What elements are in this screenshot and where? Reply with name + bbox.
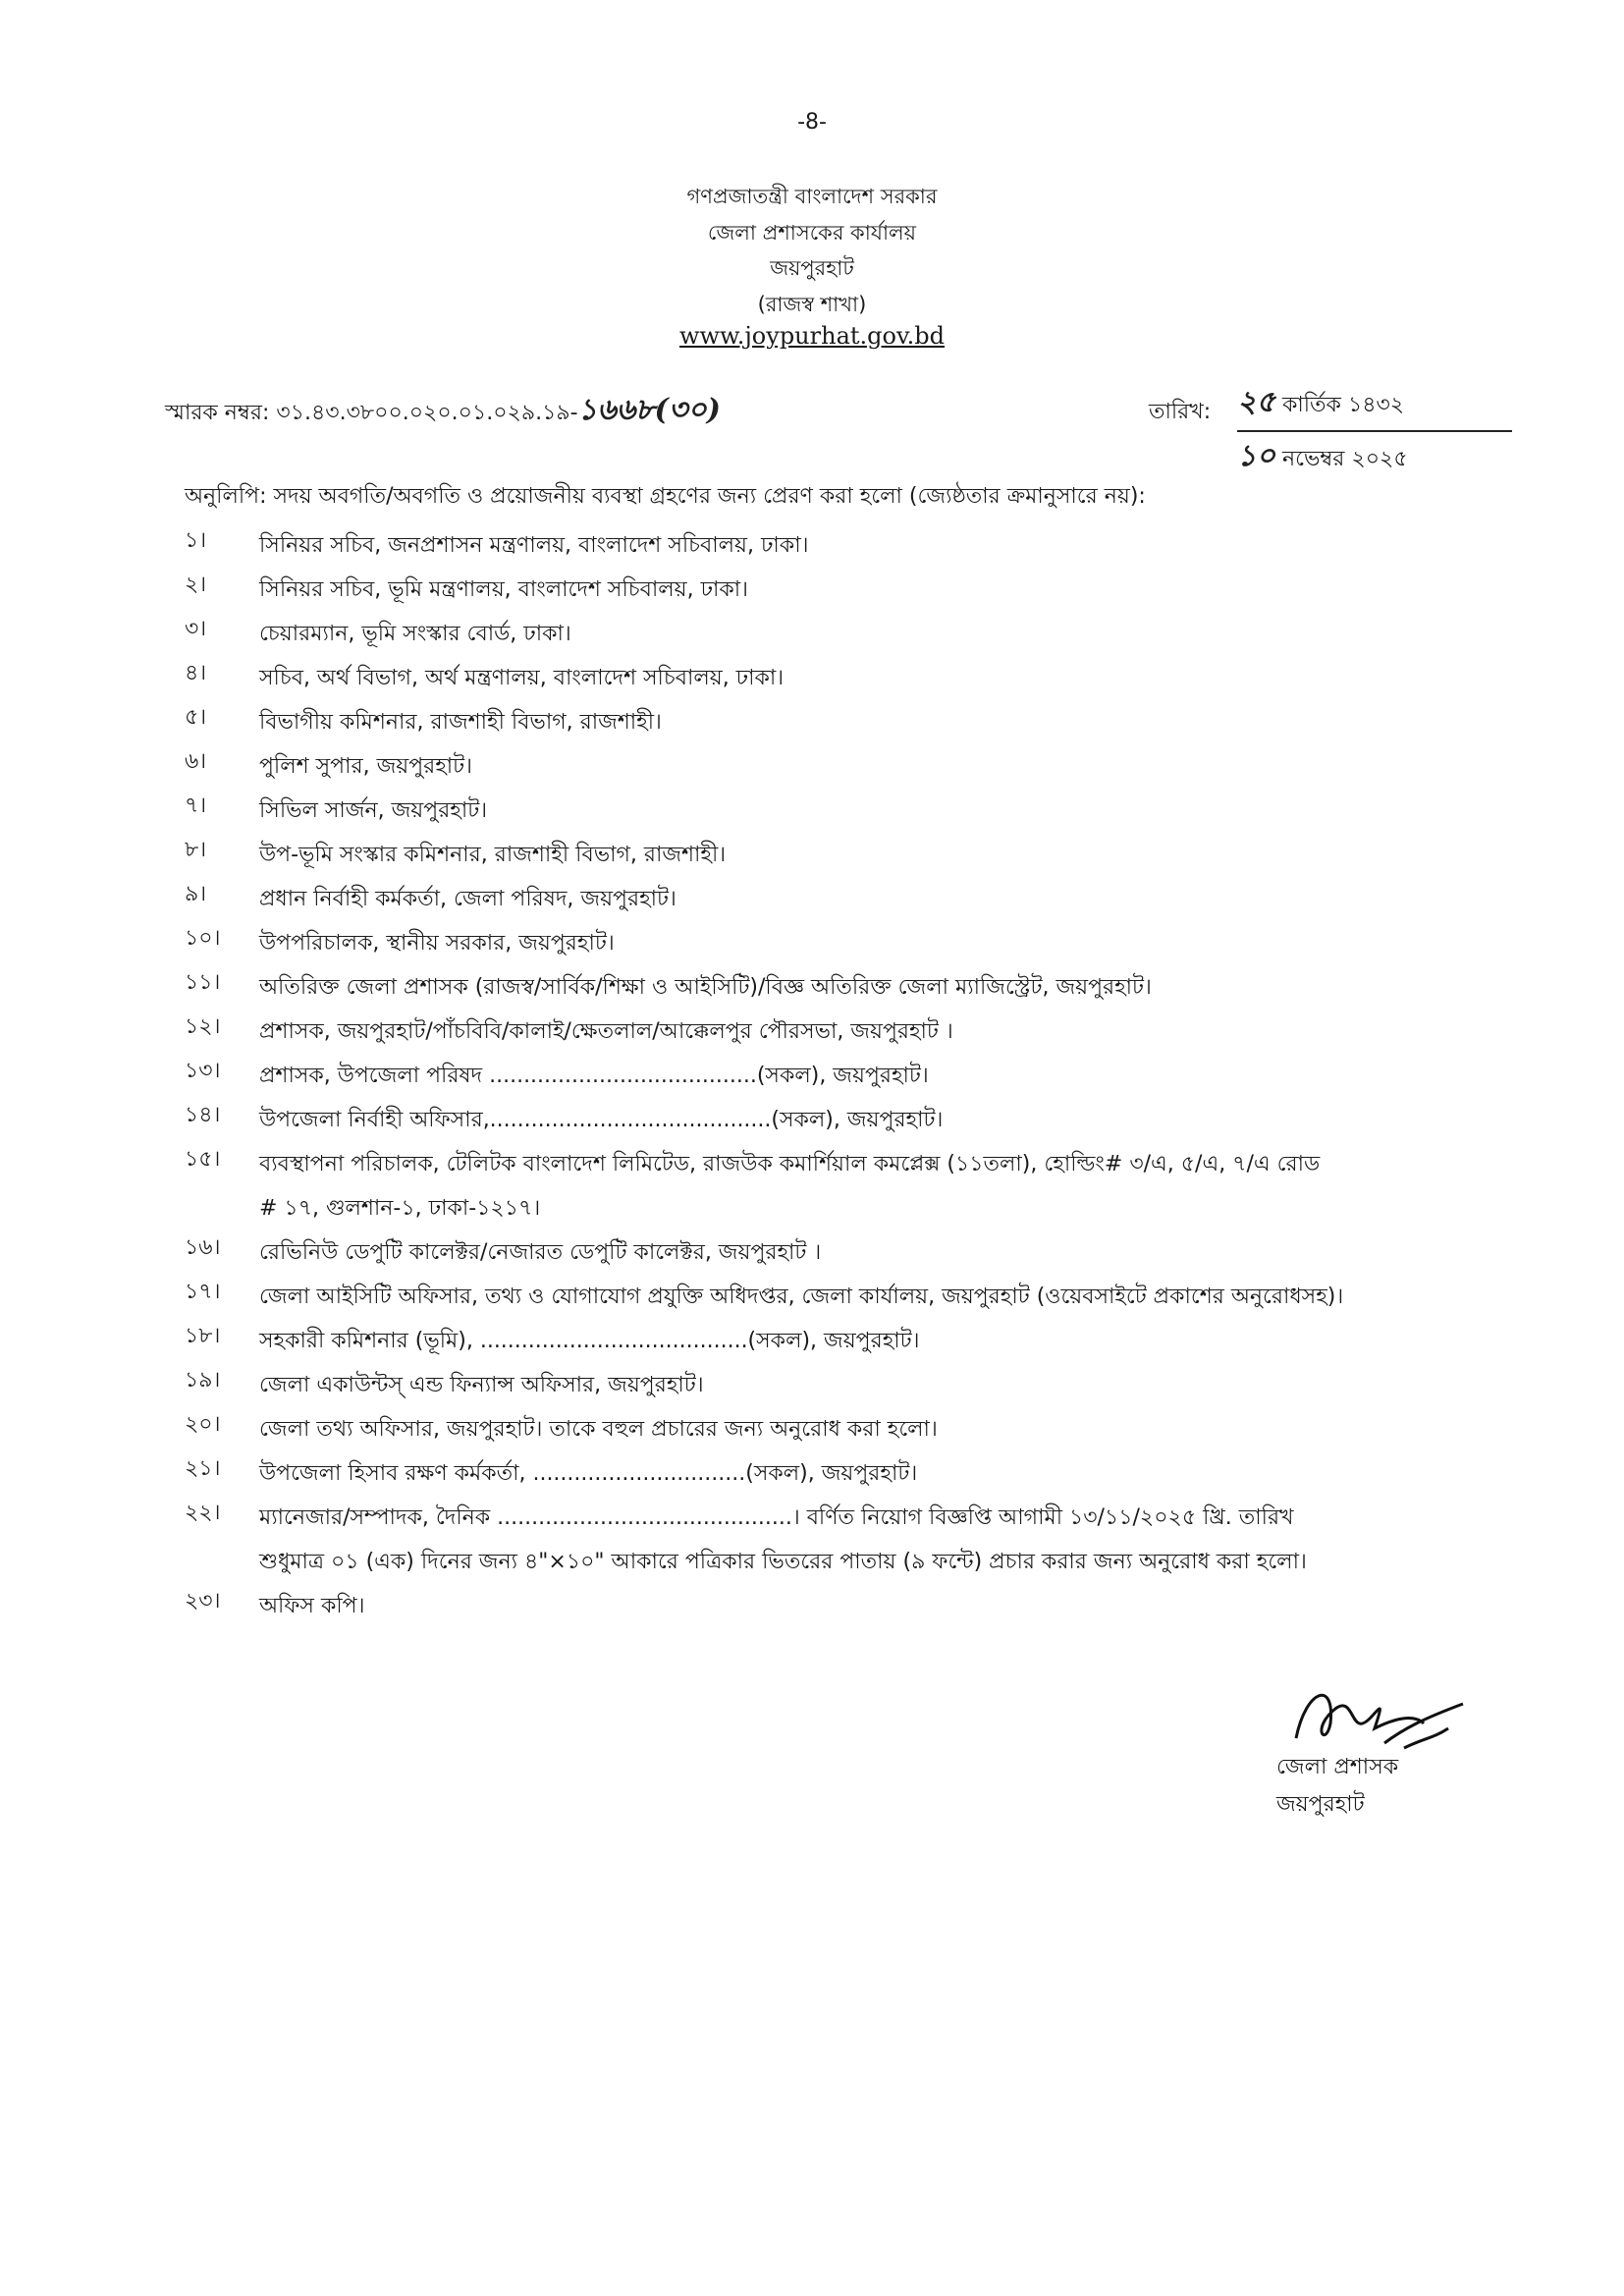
item-number: ৪।: [185, 661, 207, 685]
list-item: [185, 1584, 1540, 1628]
list-item: [185, 744, 1540, 789]
item-number: ১৩।: [185, 1059, 221, 1083]
list-item: [185, 789, 1540, 833]
item-text-line: জেলা একাউন্টস্‌ এন্ড ফিন্যান্স অফিসার, জয়পুরহাট।: [259, 1373, 704, 1397]
item-text: [259, 1451, 1540, 1496]
item-text: [259, 1010, 1540, 1054]
copy-intro: অনুলিপি: সদয় অবগতি/অবগতি ও প্রয়োজনীয় ব্যবস্থা গ্রহণের জন্য প্রেরণ করা হলো (জ্যেষ্ঠতার ক্রমানুসারে নয়):: [185, 484, 1146, 509]
item-text: [259, 1584, 1540, 1628]
list-item: [185, 1230, 1540, 1275]
list-item: [185, 1142, 1540, 1230]
item-text: [259, 568, 1540, 612]
item-text: [259, 1054, 1540, 1098]
item-text-line: উপ-ভূমি সংস্কার কমিশনার, রাজশাহী বিভাগ, রাজশাহী।: [259, 843, 727, 867]
list-item: [185, 1054, 1540, 1098]
item-text: [259, 523, 1540, 568]
item-text: [259, 1407, 1540, 1451]
item-text-line: প্রধান নির্বাহী কর্মকর্তা, জেলা পরিষদ, জয়পুরহাট।: [259, 887, 677, 911]
item-number: ১৯।: [185, 1368, 221, 1393]
memo-number-handwritten: ১৬৬৮(৩০): [577, 393, 721, 427]
date-label: তারিখ:: [1149, 400, 1212, 424]
item-number: ৯।: [185, 882, 207, 906]
item-number: ১৭।: [185, 1280, 221, 1304]
item-text-line: সচিব, অর্থ বিভাগ, অর্থ মন্ত্রণালয়, বাংলাদেশ সচিবালয়, ঢাকা।: [259, 666, 785, 690]
page-number: -8-: [797, 110, 827, 135]
item-number: ২১।: [185, 1456, 221, 1481]
website-link[interactable]: www.joypurhat.gov.bd: [678, 322, 946, 350]
item-text: [259, 921, 1540, 965]
item-text-line: অতিরিক্ত জেলা প্রশাসক (রাজস্ব/সার্বিক/শিক্ষা ও আইসিটি)/বিজ্ঞ অতিরিক্ত জেলা ম্যাজিস্ট্রেট, জয়পুরহাট।: [259, 975, 1152, 1000]
item-number: ২০।: [185, 1412, 221, 1437]
item-text-line: # ১৭, গুলশান-১, ঢাকা-১২১৭।: [259, 1196, 541, 1221]
item-text-line: উপজেলা নির্বাহী অফিসার,.........................................(সকল), জয়পুরহাট।: [259, 1108, 944, 1132]
bangla-date: কার্তিক ১৪৩২: [1281, 393, 1405, 417]
item-text-line: উপজেলা হিসাব রক্ষণ কর্মকর্তা, ...............................(সকল), জয়পুরহাট।: [259, 1461, 918, 1486]
item-text-line: সহকারী কমিশনার (ভূমি), .......................................(সকল), জয়পুরহাট।: [259, 1329, 920, 1353]
item-number: ২২।: [185, 1501, 221, 1525]
item-number: ১২।: [185, 1014, 221, 1039]
list-item: [185, 1275, 1540, 1319]
list-item: [185, 612, 1540, 656]
item-text-line: চেয়ারম্যান, ভূমি সংস্কার বোর্ড, ঢাকা।: [259, 622, 571, 646]
item-number: ১৮।: [185, 1324, 221, 1348]
item-number: ৩।: [185, 617, 207, 641]
list-item: [185, 921, 1540, 965]
item-text: [259, 612, 1540, 656]
item-number: ৮।: [185, 838, 207, 862]
english-date: নভেম্বর ২০২৫: [1281, 447, 1408, 471]
item-number: ১৪।: [185, 1103, 221, 1127]
list-item: [185, 1098, 1540, 1142]
memo-number-printed: ৩১.৪৩.৩৮০০.০২০.০১.০২৯.১৯-: [276, 401, 578, 425]
list-item: [185, 523, 1540, 568]
memo-label: স্মারক নম্বর:: [165, 401, 270, 425]
item-text-line: প্রশাসক, জয়পুরহাট/পাঁচবিবি/কালাই/ক্ষেতলাল/আক্কেলপুর পৌরসভা, জয়পুরহাট ।: [259, 1019, 953, 1044]
item-text: [259, 1142, 1540, 1230]
item-number: ২।: [185, 573, 207, 597]
signatory-place: জয়পুরহাট: [1276, 1792, 1365, 1817]
item-number: ১১।: [185, 970, 221, 995]
item-text: [259, 1363, 1540, 1407]
list-item: [185, 877, 1540, 921]
item-number: ১।: [185, 528, 207, 553]
list-item: [185, 965, 1540, 1010]
item-number: ৬।: [185, 749, 207, 774]
list-item: [185, 656, 1540, 700]
item-text-line: জেলা আইসিটি অফিসার, তথ্য ও যোগাযোগ প্রযুক্তি অধিদপ্তর, জেলা কার্যালয়, জয়পুরহাট (ওয়েবসাইটে প্রকাশের অনুরোধসহ)।: [259, 1285, 1344, 1309]
item-text-line: ম্যানেজার/সম্পাদক, দৈনিক ...........................................। বর্ণিত নিয়োগ বিজ্ঞপ্তি আগামী ১৩/১১/২০২৫ খ্রি. তারিখ: [259, 1505, 1294, 1530]
list-item: [185, 833, 1540, 877]
list-item: [185, 1010, 1540, 1054]
header-section: (রাজস্ব শাখা): [757, 293, 867, 316]
item-text: [259, 833, 1540, 877]
date-block: [1237, 378, 1512, 482]
english-day-handwritten: ১০: [1237, 439, 1275, 473]
item-text: [259, 744, 1540, 789]
item-text: [259, 1319, 1540, 1363]
bangla-day-handwritten: ২৫: [1237, 385, 1275, 419]
list-item: [185, 1363, 1540, 1407]
item-number: ২৩।: [185, 1589, 221, 1613]
list-item: [185, 1496, 1540, 1584]
item-number: ৭।: [185, 793, 207, 818]
item-number: ১৬।: [185, 1235, 221, 1260]
item-text: [259, 1230, 1540, 1275]
item-number: ১০।: [185, 926, 221, 951]
item-text-line: উপপরিচালক, স্থানীয় সরকার, জয়পুরহাট।: [259, 931, 615, 956]
item-text-line: রেভিনিউ ডেপুটি কালেক্টর/নেজারত ডেপুটি কালেক্টর, জয়পুরহাট ।: [259, 1240, 822, 1265]
signature-icon: [1276, 1669, 1473, 1763]
list-item: [185, 1407, 1540, 1451]
item-text-line: সিভিল সার্জন, জয়পুরহাট।: [259, 798, 488, 823]
item-number: ৫।: [185, 705, 207, 730]
item-text: [259, 965, 1540, 1010]
header-district: জয়পুরহাট: [770, 256, 854, 280]
item-text: [259, 700, 1540, 744]
item-text-line: প্রশাসক, উপজেলা পরিষদ .......................................(সকল), জয়পুরহাট।: [259, 1064, 929, 1088]
list-item: [185, 568, 1540, 612]
item-text: [259, 1496, 1540, 1584]
item-text: [259, 1098, 1540, 1142]
header-office: জেলা প্রশাসকের কার্যালয়: [707, 221, 917, 245]
item-text-line: বিভাগীয় কমিশনার, রাজশাহী বিভাগ, রাজশাহী।: [259, 710, 662, 735]
item-text-line: শুধুমাত্র ০১ (এক) দিনের জন্য ৪"×১০" আকারে পত্রিকার ভিতরের পাতায় (৯ ফন্টে) প্রচার করার জন্য অনুরোধ করা হলো।: [259, 1550, 1307, 1574]
item-text-line: পুলিশ সুপার, জয়পুরহাট।: [259, 754, 473, 779]
item-text: [259, 656, 1540, 700]
item-text: [259, 877, 1540, 921]
item-text-line: জেলা তথ্য অফিসার, জয়পুরহাট। তাকে বহুল প্রচারের জন্য অনুরোধ করা হলো।: [259, 1417, 938, 1442]
item-number: ১৫।: [185, 1147, 221, 1172]
list-item: [185, 700, 1540, 744]
header-government: গণপ্রজাতন্ত্রী বাংলাদেশ সরকার: [686, 185, 938, 208]
item-text-line: ব্যবস্থাপনা পরিচালক, টেলিটক বাংলাদেশ লিমিটেড, রাজউক কমার্শিয়াল কমপ্লেক্স (১১তলা), হোল্ডিং# ৩/এ, ৫/এ, ৭/এ রোড: [259, 1152, 1321, 1176]
item-text: [259, 1275, 1540, 1319]
item-text: [259, 789, 1540, 833]
signatory-designation: জেলা প্রশাসক: [1276, 1755, 1399, 1779]
item-text-line: অফিস কপি।: [259, 1594, 365, 1618]
memo-number: [165, 386, 721, 436]
list-item: [185, 1451, 1540, 1496]
item-text-line: সিনিয়র সচিব, ভূমি মন্ত্রণালয়, বাংলাদেশ সচিবালয়, ঢাকা।: [259, 577, 749, 602]
list-item: [185, 1319, 1540, 1363]
item-text-line: সিনিয়র সচিব, জনপ্রশাসন মন্ত্রণালয়, বাংলাদেশ সচিবালয়, ঢাকা।: [259, 533, 809, 558]
